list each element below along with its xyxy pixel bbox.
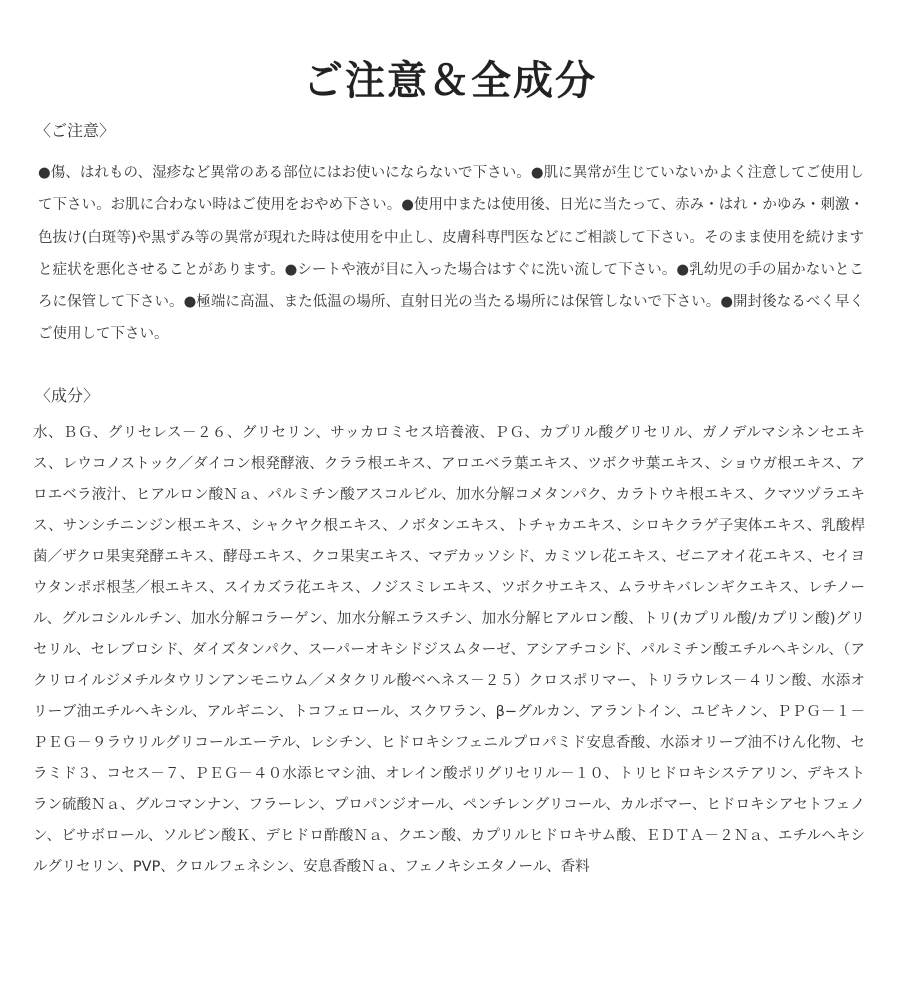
caution-heading: 〈ご注意〉 [35,121,116,140]
ingredients-text: 水、ＢＧ、グリセレス－２６、グリセリン、サッカロミセス培養液、ＰＧ、カプリル酸グリセリル、ガノデルマシネンセエキス、レウコノストック／ダイコン根発酵液、クララ根エキス、アロエベラ葉エキス、ツボクサ葉エキス、ショウガ根エキス、アロエベラ液汁、ヒアルロン酸Ｎａ、パルミチン酸アスコルビル、加水分解コメタンパク、カラトウキ根エキス、クマツヅラエキス、サンシチニンジン根エキス、シャクヤク根エキス、ノボタンエキス、トチャカエキス、シロキクラゲ子実体エキス、乳酸桿菌／ザクロ果実発酵エキス、酵母エキス、クコ果実エキス、マデカッソシド、カミツレ花エキス、ゼニアオイ花エキス、セイヨウタンポポ根茎／根エキス、スイカズラ花エキス、ノジスミレエキス、ツボクサエキス、ムラサキバレンギクエキス、レチノール、グルコシルルチン、加水分解コラーゲン、加水分解エラスチン、加水分解ヒアルロン酸、トリ(カプリル酸/カプリン酸)グリセリル、セレブロシド、ダイズタンパク、スーパーオキシドジスムターゼ、アシアチコシド、パルミチン酸エチルヘキシル、（アクリロイルジメチルタウリンアンモニウム／メタクリル酸ベヘネス－２５）クロスポリマー、トリラウレス－４リン酸、水添オリーブ油エチルヘキシル、アルギニン、トコフェロール、スクワラン、β−グルカン、アラントイン、ユビキノン、ＰＰＧ－１－ＰＥＧ－９ラウリルグリコールエーテル、レシチン、ヒドロキシフェニルプロパミド安息香酸、水添オリーブ油不けん化物、セラミド３、コセス－７、ＰＥＧ－４０水添ヒマシ油、オレイン酸ポリグリセリル－１０、トリヒドロキシステアリン、デキストラン硫酸Ｎａ、グルコマンナン、フラーレン、プロパンジオール、ペンチレングリコール、カルボマー、ヒドロキシアセトフェノン、ビサボロール、ソルビン酸Ｋ、デヒドロ酢酸Ｎａ、クエン酸、カプリルヒドロキサム酸、ＥＤＴＡ－２Ｎａ、エチルヘキシルグリセリン、PVP、クロルフェネシン、安息香酸Ｎａ、フェノキシエタノール、香料 [33,425,865,875]
ingredients-heading: 〈成分〉 [35,386,100,405]
page-title: ご注意＆全成分 [303,56,597,104]
caution-text: ●傷、はれもの、湿疹など異常のある部位にはお使いにならないで下さい。●肌に異常が生じていないかよく注意してご使用して下さい。お肌に合わない時はご使用をおやめ下さい。●使用中または使用後、日光に当たって、赤み・はれ・かゆみ・刺激・色抜け(白斑等)や黒ずみ等の異常が現れた時は使用を中止し、皮膚科専門医などにご相談して下さい。そのまま使用を続けますと症状を悪化させることがあります。●シートや液が目に入った場合はすぐに洗い流して下さい。●乳幼児の手の届かないところに保管して下さい。●極端に高温、また低温の場所、直射日光の当たる場所には保管しないで下さい。●開封後なるべく早くご使用して下さい。 [38,165,864,343]
